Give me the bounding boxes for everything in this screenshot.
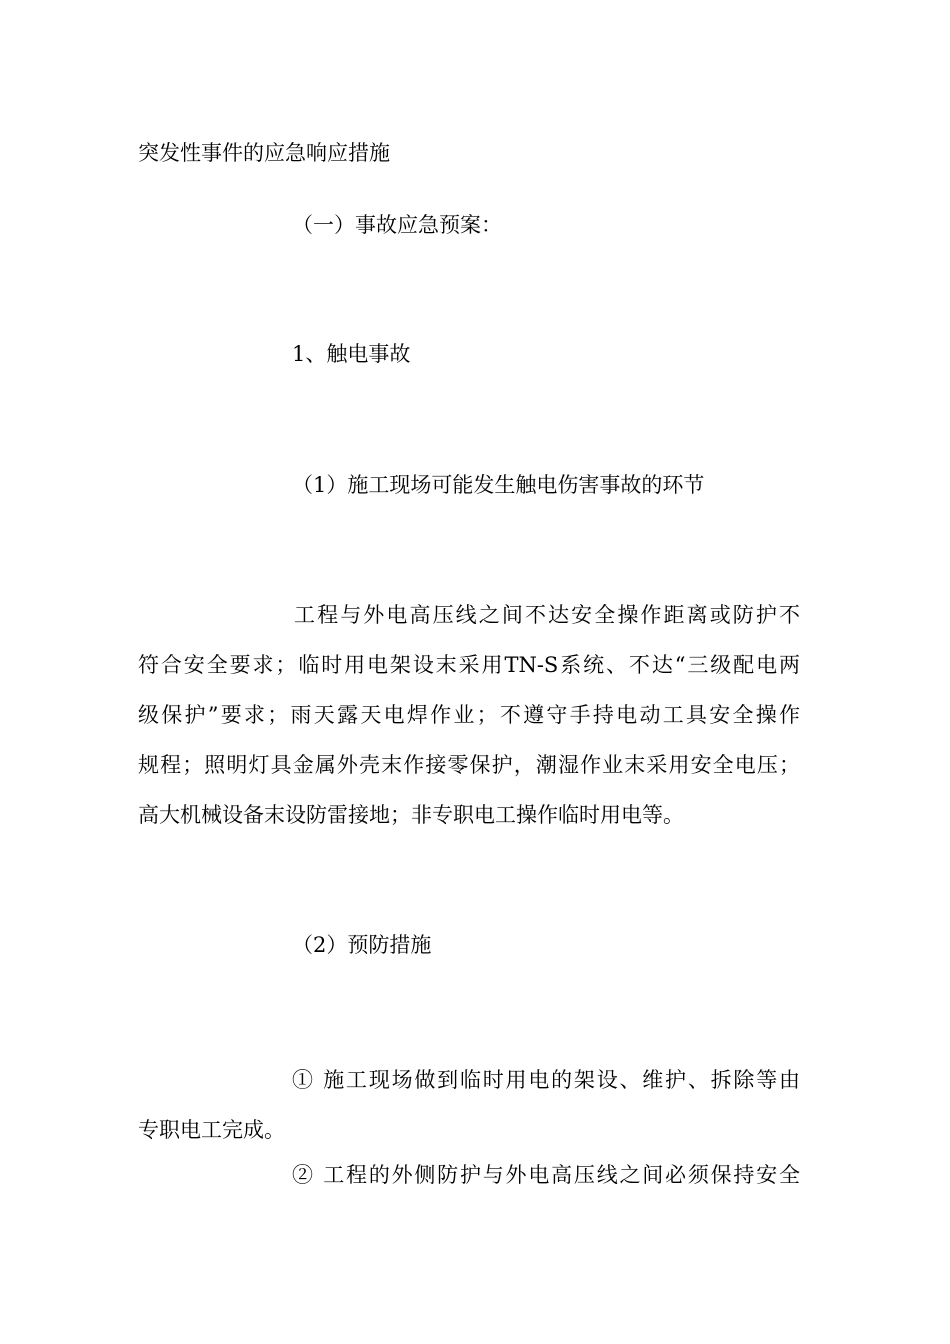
item2-heading: （2）预防措施 (292, 933, 432, 957)
measure2-paragraph (138, 1150, 800, 1200)
item1-body-line: 级保护”要求；雨天露天电焊作业；不遵守手持电动工具安全操作 (138, 703, 800, 727)
item1-body-line: 规程；照明灯具金属外壳末作接零保护，潮湿作业末采用安全电压； (138, 753, 800, 777)
subsection-heading: 1、触电事故 (292, 342, 411, 366)
measure1-paragraph (138, 1055, 800, 1155)
measure2-line: ② 工程的外侧防护与外电高压线之间必须保持安全 (292, 1163, 800, 1187)
item1-body-line: 工程与外电高压线之间不达安全操作距离或防护不 (294, 603, 800, 627)
item1-body (138, 590, 800, 840)
measure1-line: 专职电工完成。 (138, 1118, 285, 1142)
item1-body-line: 符合安全要求；临时用电架设末采用TN-S系统、不达“三级配电两 (138, 653, 800, 677)
item1-heading: （1）施工现场可能发生触电伤害事故的环节 (292, 473, 705, 497)
measure1-line: ① 施工现场做到临时用电的架设、维护、拆除等由 (292, 1068, 800, 1092)
document-title: 突发性事件的应急响应措施 (138, 141, 390, 165)
item1-body-line: 高大机械设备末设防雷接地；非专职电工操作临时用电等。 (138, 803, 684, 827)
section-heading: （一）事故应急预案： (292, 213, 502, 237)
